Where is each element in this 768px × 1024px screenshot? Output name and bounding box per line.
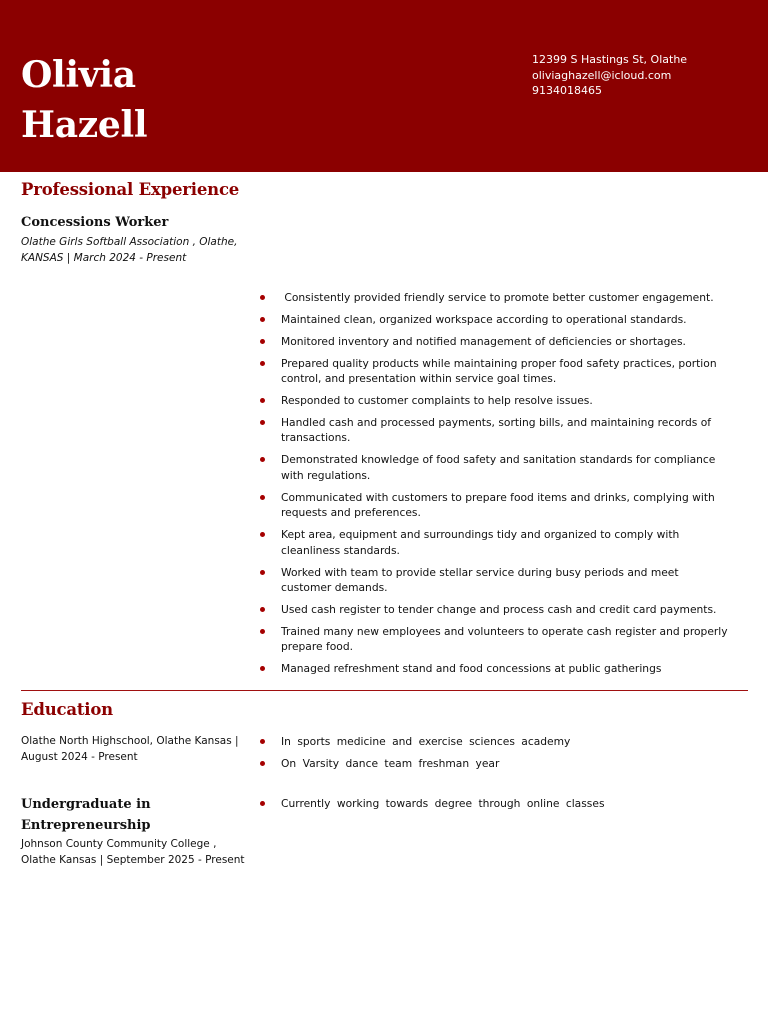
experience-bullet	[260, 602, 730, 618]
bullet-text: Prepared quality products while maintaining proper food safety practices, portion control, and presentation within service goal times.	[281, 356, 717, 386]
phone: 9134018465	[532, 84, 602, 97]
bullet-dot	[260, 607, 265, 612]
bullet-text: Consistently provided friendly service to promote better customer engagement.	[281, 291, 714, 304]
school1-name-line: Olathe North Highschool, Olathe Kansas |	[21, 735, 239, 747]
last-name: Hazell	[21, 104, 148, 146]
bullet-text: In sports medicine and exercise sciences academy	[281, 735, 571, 748]
bullet-text: Demonstrated knowledge of food safety and sanitation standards for compliance with regulations.	[281, 453, 716, 482]
experience-bullet	[260, 290, 730, 306]
job-dates-line: KANSAS | March 2024 - Present	[21, 251, 187, 264]
address: 12399 S Hastings St, Olathe	[532, 53, 688, 66]
education-bullet	[260, 796, 730, 812]
resume-header	[0, 0, 768, 172]
bullet-text: Handled cash and processed payments, sorting bills, and maintaining records of transactions.	[281, 415, 712, 445]
experience-bullet	[260, 312, 730, 328]
bullet-dot	[260, 629, 265, 634]
experience-heading: Professional Experience	[21, 180, 240, 199]
bullet-text: Responded to customer complaints to help resolve issues.	[281, 394, 593, 408]
school1-meta	[21, 734, 246, 765]
bullet-dot	[260, 761, 265, 766]
bullet-text: Currently working towards degree through online classes	[281, 797, 605, 810]
experience-bullet	[260, 334, 730, 350]
bullet-text: Kept area, equipment and surroundings tidy and organized to comply with cleanliness standards.	[281, 528, 680, 557]
bullet-text: On Varsity dance team freshman year	[281, 756, 500, 770]
bullet-text: Maintained clean, organized workspace according to operational standards.	[281, 312, 687, 326]
bullet-dot	[260, 532, 265, 537]
degree-title: Undergraduate in Entrepreneurship	[21, 797, 151, 833]
experience-bullet	[260, 393, 730, 409]
school2-dates-line: Olathe Kansas | September 2025 - Present	[21, 853, 245, 866]
experience-bullet-list	[260, 290, 730, 683]
email: oliviaghazell@icloud.com	[532, 68, 672, 82]
experience-bullet	[260, 527, 730, 558]
education-bullet	[260, 734, 730, 750]
candidate-name	[21, 50, 147, 150]
bullet-text: Worked with team to provide stellar service during busy periods and meet customer demands.	[281, 565, 679, 595]
bullet-dot	[260, 739, 265, 744]
bullet-text: Managed refreshment stand and food concessions at public gatherings	[281, 662, 662, 676]
education-bullet	[260, 756, 730, 772]
school2-bullet-list	[260, 796, 730, 818]
bullet-dot	[260, 317, 265, 322]
education-heading: Education	[21, 700, 113, 719]
bullet-dot	[260, 801, 265, 806]
experience-bullet	[260, 624, 730, 655]
bullet-text: Used cash register to tender change and process cash and credit card payments.	[281, 602, 717, 616]
job-meta	[21, 235, 241, 266]
job-employer-line: Olathe Girls Softball Association , Olathe,	[21, 236, 238, 248]
bullet-dot	[260, 398, 265, 403]
section-divider	[21, 690, 748, 691]
experience-bullet	[260, 452, 730, 483]
experience-bullet	[260, 565, 730, 596]
bullet-dot	[260, 295, 265, 300]
bullet-dot	[260, 420, 265, 425]
school2-name-line: Johnson County Community College ,	[21, 838, 217, 850]
bullet-dot	[260, 570, 265, 575]
experience-bullet	[260, 490, 730, 521]
bullet-dot	[260, 666, 265, 671]
bullet-text: Communicated with customers to prepare food items and drinks, complying with requests and preferences.	[281, 490, 715, 520]
bullet-dot	[260, 361, 265, 366]
bullet-dot	[260, 495, 265, 500]
experience-bullet	[260, 661, 730, 677]
job-title: Concessions Worker	[21, 215, 169, 230]
bullet-dot	[260, 339, 265, 344]
bullet-text: Monitored inventory and notified management of deficiencies or shortages.	[281, 334, 686, 348]
school2-meta	[21, 837, 251, 868]
experience-bullet	[260, 415, 730, 446]
contact-info	[532, 52, 687, 99]
experience-bullet	[260, 356, 730, 387]
school1-bullet-list	[260, 734, 730, 778]
bullet-text: Trained many new employees and volunteers to operate cash register and properly prepare food.	[281, 624, 728, 654]
first-name: Olivia	[21, 54, 136, 96]
school1-dates-line: August 2024 - Present	[21, 750, 138, 763]
bullet-dot	[260, 457, 265, 462]
